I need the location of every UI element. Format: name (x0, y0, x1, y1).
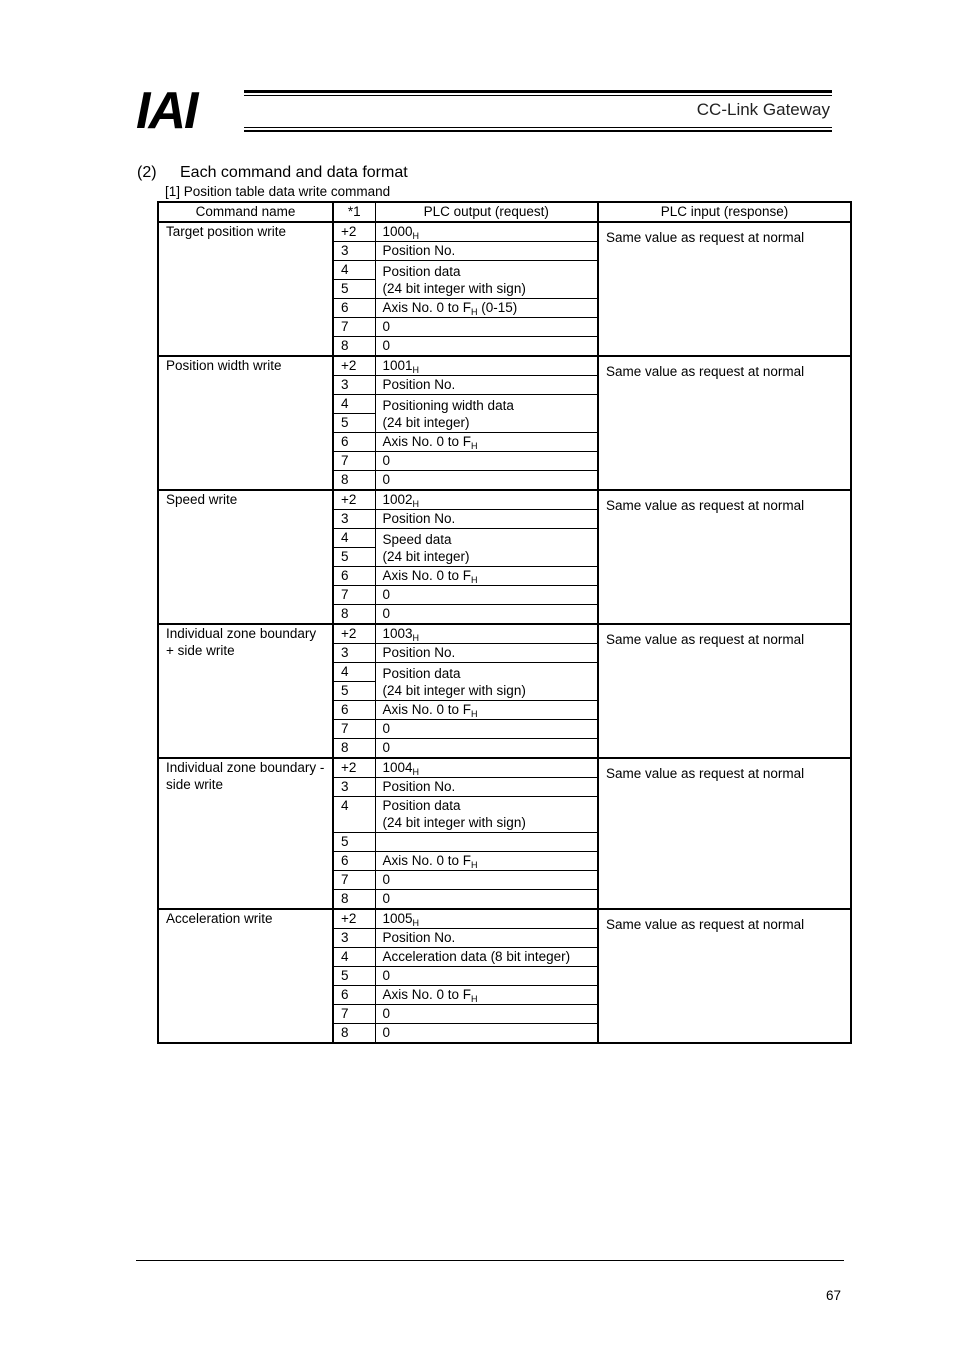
plc-output-cell (375, 318, 598, 337)
word-cell: 7 (333, 720, 375, 739)
plc-output-cell (375, 567, 598, 586)
plc-output-cell (375, 222, 598, 242)
word-cell: 5 (333, 682, 375, 701)
table-row (158, 490, 851, 510)
word-cell: 4 (333, 948, 375, 967)
plc-output-cell (375, 986, 598, 1005)
plc-output-cell (375, 376, 598, 395)
word-cell: 7 (333, 318, 375, 337)
plc-output-cell (375, 720, 598, 739)
word-cell: 6 (333, 299, 375, 318)
word-cell: 7 (333, 1005, 375, 1024)
plc-output-cell (375, 644, 598, 663)
word-cell: 8 (333, 1024, 375, 1044)
cell-text: Axis No. 0 to F (382, 568, 472, 583)
cell-line: Position data (382, 263, 461, 279)
plc-output-cell (375, 739, 598, 759)
hex-subscript: H (471, 307, 478, 317)
word-cell: 8 (333, 337, 375, 357)
plc-output-cell (375, 337, 598, 357)
header-rule (244, 90, 832, 93)
plc-output-cell (375, 605, 598, 625)
word-cell: 5 (333, 833, 375, 852)
plc-output-cell (375, 758, 598, 778)
header-rule (244, 127, 832, 128)
hex-subscript: H (471, 860, 478, 870)
hex-subscript: H (412, 365, 420, 375)
word-cell: +2 (333, 624, 375, 644)
page-number: 67 (825, 1288, 841, 1303)
cell-line: Speed data (382, 531, 452, 547)
cell-text: 1004 (382, 760, 413, 775)
plc-output-cell (375, 663, 598, 701)
word-cell: 6 (333, 986, 375, 1005)
plc-output-cell (375, 948, 598, 967)
word-cell: 5 (333, 967, 375, 986)
plc-output-cell (375, 433, 598, 452)
plc-output-cell (375, 1005, 598, 1024)
cell-text: Position No. (382, 511, 456, 526)
plc-output-cell (375, 778, 598, 797)
command-name-cell: Speed write (158, 490, 333, 624)
plc-output-cell (375, 797, 598, 833)
cell-line: Position data (382, 798, 461, 813)
plc-output-cell (375, 452, 598, 471)
plc-output-cell (375, 871, 598, 890)
plc-output-cell (375, 529, 598, 567)
word-cell: 7 (333, 452, 375, 471)
header-rule (244, 130, 832, 132)
word-cell: 7 (333, 871, 375, 890)
cell-text: Position No. (382, 645, 456, 660)
table-row (158, 222, 851, 242)
plc-output-cell (375, 909, 598, 929)
word-cell: 4 (333, 261, 375, 280)
word-cell: 4 (333, 395, 375, 414)
cell-text: Axis No. 0 to F (382, 987, 472, 1002)
col-header-word: *1 (333, 202, 375, 222)
header-rule (244, 95, 832, 96)
hex-subscript: H (412, 499, 420, 509)
iai-logo: IAI (136, 82, 197, 140)
cell-text: Axis No. 0 to F (382, 702, 472, 717)
cell-line: (24 bit integer with sign) (382, 815, 526, 830)
word-cell: +2 (333, 222, 375, 242)
cell-line: Position data (382, 665, 461, 681)
plc-input-cell: Same value as request at normal (598, 356, 851, 490)
cell-text: 0 (382, 606, 391, 621)
hex-subscript: H (471, 709, 478, 719)
cell-text: 0 (382, 472, 391, 487)
word-cell: 4 (333, 529, 375, 548)
plc-output-cell (375, 242, 598, 261)
word-cell: 8 (333, 739, 375, 759)
cell-text: 0 (382, 872, 391, 887)
col-header-plc-input: PLC input (response) (598, 202, 851, 222)
plc-output-cell (375, 586, 598, 605)
word-cell: 3 (333, 242, 375, 261)
cell-text: 0 (382, 319, 391, 334)
hex-subscript: H (471, 575, 478, 585)
plc-output-cell (375, 299, 598, 318)
plc-output-cell (375, 852, 598, 871)
plc-output-cell (375, 929, 598, 948)
word-cell: 4 (333, 663, 375, 682)
word-cell: 3 (333, 778, 375, 797)
col-header-command-name: Command name (158, 202, 333, 222)
section-number: (2) (137, 164, 157, 181)
cell-text: Axis No. 0 to F (382, 853, 472, 868)
plc-input-cell: Same value as request at normal (598, 909, 851, 1043)
word-cell: 5 (333, 414, 375, 433)
cell-text: 0 (382, 1025, 391, 1040)
cell-text: 0 (382, 338, 391, 353)
cell-line: (24 bit integer with sign) (382, 682, 526, 698)
footer-rule (136, 1260, 844, 1261)
section-heading (137, 164, 408, 182)
cell-text: 1003 (382, 626, 413, 641)
word-cell: 6 (333, 433, 375, 452)
cell-text: 0 (382, 891, 391, 906)
cell-text: Axis No. 0 to F (382, 300, 472, 315)
plc-output-cell (375, 395, 598, 433)
word-cell: 6 (333, 567, 375, 586)
plc-input-cell: Same value as request at normal (598, 758, 851, 909)
plc-output-cell (375, 471, 598, 491)
cell-text: Position No. (382, 779, 456, 794)
document-title: CC-Link Gateway (696, 100, 830, 119)
cell-text-suffix: (0-15) (477, 300, 518, 315)
command-name-cell: Target position write (158, 222, 333, 356)
word-cell: 5 (333, 280, 375, 299)
cell-text: 0 (382, 740, 391, 755)
cell-line: Positioning width data (382, 397, 514, 413)
hex-subscript: H (471, 441, 478, 451)
cell-text: Position No. (382, 377, 456, 392)
table-row (158, 758, 851, 778)
cell-text: Position No. (382, 930, 456, 945)
table-row (158, 624, 851, 644)
hex-subscript: H (412, 633, 420, 643)
plc-output-cell (375, 967, 598, 986)
word-cell: +2 (333, 490, 375, 510)
word-cell: 8 (333, 890, 375, 910)
plc-output-cell (375, 261, 598, 299)
cell-text: Acceleration data (8 bit integer) (382, 949, 571, 964)
word-cell: 7 (333, 586, 375, 605)
word-cell: 3 (333, 644, 375, 663)
command-name-cell: Position width write (158, 356, 333, 490)
cell-line: (24 bit integer with sign) (382, 280, 526, 296)
hex-subscript: H (412, 767, 420, 777)
command-name-cell: Individual zone boundary + side write (158, 624, 333, 758)
cell-text: Axis No. 0 to F (382, 434, 472, 449)
word-cell: 6 (333, 852, 375, 871)
cell-text: 1001 (382, 358, 413, 373)
plc-input-cell: Same value as request at normal (598, 490, 851, 624)
plc-output-cell (375, 890, 598, 910)
page-header (136, 82, 832, 140)
cell-line: (24 bit integer) (382, 548, 470, 564)
cell-text: 0 (382, 1006, 391, 1021)
plc-input-cell: Same value as request at normal (598, 624, 851, 758)
word-cell: 3 (333, 929, 375, 948)
command-name-cell: Individual zone boundary - side write (158, 758, 333, 909)
word-cell: +2 (333, 758, 375, 778)
word-cell: +2 (333, 909, 375, 929)
hex-subscript: H (471, 994, 478, 1004)
plc-output-cell (375, 490, 598, 510)
table-header-row (158, 202, 851, 222)
word-cell: 3 (333, 376, 375, 395)
word-cell: 8 (333, 605, 375, 625)
hex-subscript: H (412, 231, 420, 241)
col-header-plc-output: PLC output (request) (375, 202, 598, 222)
cell-text: 1002 (382, 492, 413, 507)
plc-output-cell (375, 833, 598, 852)
cell-text: Position No. (382, 243, 456, 258)
hex-subscript: H (412, 918, 420, 928)
cell-text: 0 (382, 968, 391, 983)
cell-text: 0 (382, 721, 391, 736)
command-name-cell: Acceleration write (158, 909, 333, 1043)
cell-text: 1005 (382, 911, 413, 926)
plc-output-cell (375, 1024, 598, 1044)
subsection-title: [1] Position table data write command (165, 184, 391, 199)
plc-output-cell (375, 624, 598, 644)
word-cell: 6 (333, 701, 375, 720)
command-format-table (157, 201, 852, 1044)
section-title: Each command and data format (180, 164, 408, 181)
table-row (158, 356, 851, 376)
word-cell: 5 (333, 548, 375, 567)
cell-text: 1000 (382, 224, 413, 239)
plc-output-cell (375, 356, 598, 376)
word-cell: +2 (333, 356, 375, 376)
word-cell: 4 (333, 797, 375, 833)
cell-text: 0 (382, 453, 391, 468)
word-cell: 3 (333, 510, 375, 529)
plc-input-cell: Same value as request at normal (598, 222, 851, 356)
cell-text: 0 (382, 587, 391, 602)
word-cell: 8 (333, 471, 375, 491)
plc-output-cell (375, 510, 598, 529)
table-row (158, 909, 851, 929)
cell-line: (24 bit integer) (382, 414, 470, 430)
plc-output-cell (375, 701, 598, 720)
